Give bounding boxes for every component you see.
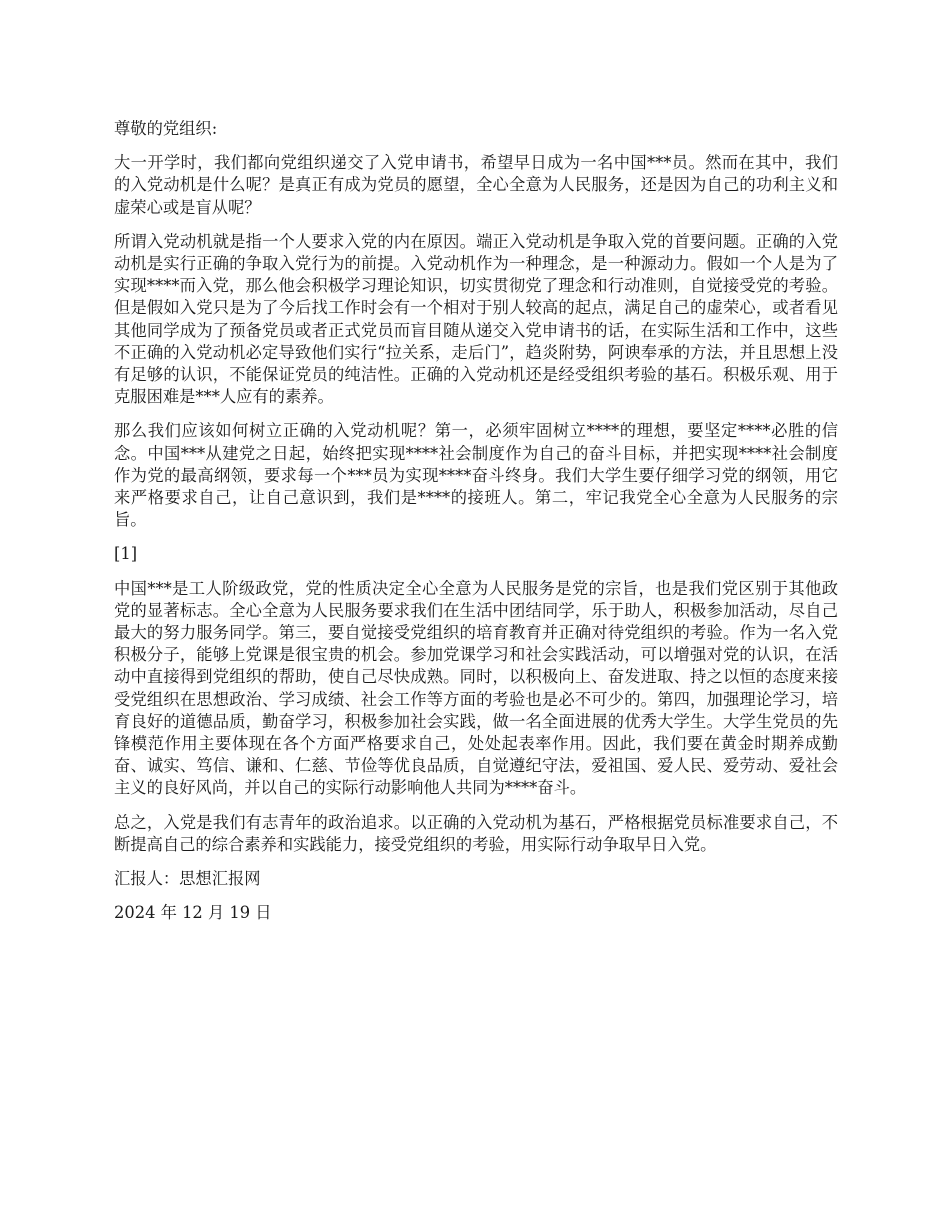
paragraph-1: 大一开学时，我们都向党组织递交了入党申请书，希望早日成为一名中国***员。然而在其中，我们的入党动机是什么呢？是真正有成为党员的愿望，全心全意为人民服务，还是因为自己的功利主义和虚荣心或是盲从呢？ bbox=[114, 153, 838, 217]
footnote-marker: [1] bbox=[114, 544, 138, 564]
paragraph-3: 那么我们应该如何树立正确的入党动机呢？第一，必须牢固树立****的理想，要坚定****必胜的信念。中国***从建党之日起，始终把实现****社会制度作为自己的奋斗目标，并把实现****社会制度作为党的最高纲领，要求每一个***员为实现****奋斗终身。我们大学生要仔细学习党的纲领，用它来严格要求自己，让自己意识到，我们是****的接班人。第二，牢记我党全心全意为人民服务的宗旨。 bbox=[114, 421, 838, 530]
paragraph-2: 所谓入党动机就是指一个人要求入党的内在原因。端正入党动机是争取入党的首要问题。正确的入党动机是实行正确的争取入党行为的前提。入党动机作为一种理念，是一种源动力。假如一个人是为了实现****而入党，那么他会积极学习理论知识，切实贯彻党了理念和行动准则，自觉接受党的考验。但是假如入党只是为了今后找工作时会有一个相对于别人较高的起点，满足自己的虚荣心，或者看见其他同学成为了预备党员或者正式党员而盲目随从递交入党申请书的话，在实际生活和工作中，这些不正确的入党动机必定导致他们实行“拉关系，走后门”，趋炎附势，阿谀奉承的方法，并且思想上没有足够的认识，不能保证党员的纯洁性。正确的入党动机还是经受组织考验的基石。积极乐观、用于克服困难是***人应有的素养。 bbox=[114, 231, 838, 407]
paragraph-4: 中国***是工人阶级政党，党的性质决定全心全意为人民服务是党的宗旨，也是我们党区别于其他政党的显著标志。全心全意为人民服务要求我们在生活中团结同学，乐于助人，积极参加活动，尽自己最大的努力服务同学。第三，要自觉接受党组织的培育教育并正确对待党组织的考验。作为一名入党积极分子，能够上党课是很宝贵的机会。参加党课学习和社会实践活动，可以增强对党的认识，在活动中直接得到党组织的帮助，使自己尽快成熟。同时，以积极向上、奋发进取、持之以恒的态度来接受党组织在思想政治、学习成绩、社会工作等方面的考验也是必不可少的。第四，加强理论学习，培育良好的道德品质，勤奋学习，积极参加社会实践，做一名全面进展的优秀大学生。大学生党员的先锋模范作用主要体现在各个方面严格要求自己，处处起表率作用。因此，我们要在黄金时期养成勤奋、诚实、笃信、谦和、仁慈、节俭等优良品质，自觉遵纪守法，爱祖国、爱人民、爱劳动、爱社会主义的良好风尚，并以自己的实际行动影响他人共同为****奋斗。 bbox=[114, 578, 838, 798]
salutation: 尊敬的党组织: bbox=[114, 119, 218, 138]
reporter-line: 汇报人：思想汇报网 bbox=[114, 869, 261, 889]
date-line: 2024 年 12 月 19 日 bbox=[114, 903, 272, 923]
paragraph-5: 总之，入党是我们有志青年的政治追求。以正确的入党动机为基石，严格根据党员标准要求自己，不断提高自己的综合素养和实践能力，接受党组织的考验，用实际行动争取早日入党。 bbox=[114, 812, 838, 854]
document-page bbox=[114, 118, 838, 937]
